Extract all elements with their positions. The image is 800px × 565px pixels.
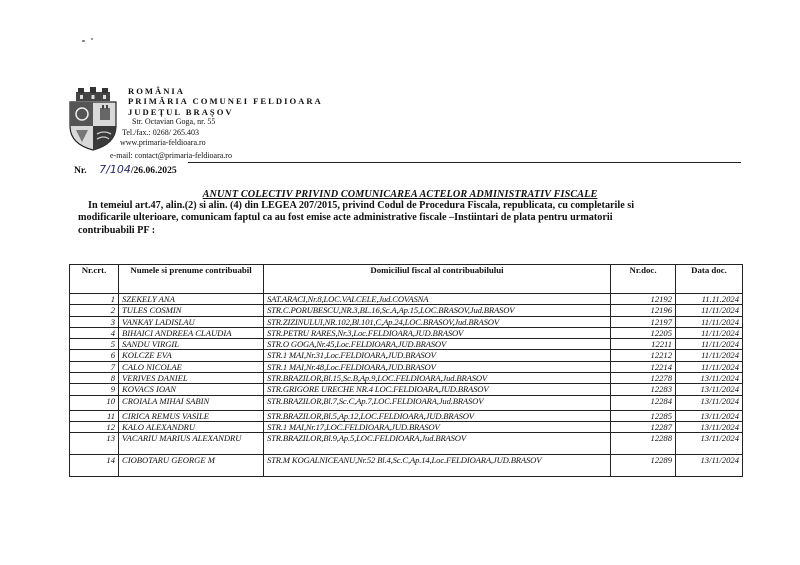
taxpayer-name: KALO ALEXANDRU xyxy=(119,421,264,432)
intro-paragraph xyxy=(78,200,758,237)
institution-name: PRIMĂRIA COMUNEI FELDIOARA xyxy=(128,96,323,107)
document-date: 11.11.2024 xyxy=(676,294,743,305)
postal-address: Str. Octavian Goga, nr. 55 xyxy=(132,117,216,127)
row-number: 7 xyxy=(70,361,119,372)
document-date: 11/11/2024 xyxy=(676,327,743,338)
taxpayer-name: VACARIU MARIUS ALEXANDRU xyxy=(119,433,264,455)
document-title: ANUNT COLECTIV PRIVIND COMUNICAREA ACTELOR ADMINISTRATIV FISCALE xyxy=(202,189,598,200)
document-number: 12211 xyxy=(611,339,676,350)
scan-speck xyxy=(91,38,93,40)
document-number: 12205 xyxy=(611,327,676,338)
country-name: ROMÂNIA xyxy=(128,86,185,96)
registration-date: /26.06.2025 xyxy=(130,165,177,176)
document-date: 13/11/2024 xyxy=(676,421,743,432)
row-number: 11 xyxy=(70,410,119,421)
document-date: 11/11/2024 xyxy=(676,350,743,361)
taxpayer-name: KOVACS IOAN xyxy=(119,384,264,395)
taxpayers-table xyxy=(69,264,743,477)
taxpayer-name: TULES COSMIN xyxy=(119,305,264,316)
column-header-name: Numele si prenume contribuabil xyxy=(119,265,264,294)
document-number: 12289 xyxy=(611,455,676,477)
table-row xyxy=(70,395,743,410)
document-date: 11/11/2024 xyxy=(676,305,743,316)
taxpayer-name: VANKAY LADISLAU xyxy=(119,316,264,327)
website-link[interactable]: www.primaria-feldioara.ro xyxy=(120,138,206,148)
header-divider xyxy=(188,162,741,163)
fiscal-address: STR.M KOGALNICEANU,Nr.52 Bl.4,Sc.C,Ap.14,Loc.FELDIOARA,JUD.BRASOV xyxy=(264,455,611,477)
taxpayer-name: CROIALA MIHAI SABIN xyxy=(119,395,264,410)
table-row xyxy=(70,316,743,327)
fiscal-address: STR.1 MAI,Nr.31,Loc.FELDIOARA,JUD.BRASOV xyxy=(264,350,611,361)
taxpayer-name: CIOBOTARU GEORGE M xyxy=(119,455,264,477)
document-number: 12278 xyxy=(611,373,676,384)
taxpayer-name: CIRICA REMUS VASILE xyxy=(119,410,264,421)
row-number: 10 xyxy=(70,395,119,410)
table-row xyxy=(70,305,743,316)
taxpayer-name: VERIVES DANIEL xyxy=(119,373,264,384)
document-date: 13/11/2024 xyxy=(676,373,743,384)
row-number: 13 xyxy=(70,433,119,455)
taxpayer-name: KOLCZE EVA xyxy=(119,350,264,361)
document-number: 12214 xyxy=(611,361,676,372)
table-row xyxy=(70,384,743,395)
document-date: 13/11/2024 xyxy=(676,455,743,477)
row-number: 8 xyxy=(70,373,119,384)
document-date: 13/11/2024 xyxy=(676,395,743,410)
row-number: 12 xyxy=(70,421,119,432)
row-number: 6 xyxy=(70,350,119,361)
document-date: 13/11/2024 xyxy=(676,384,743,395)
document-number: 12284 xyxy=(611,395,676,410)
row-number: 4 xyxy=(70,327,119,338)
registration-number xyxy=(74,163,177,176)
row-number: 14 xyxy=(70,455,119,477)
fiscal-address: STR.BRAZILOR,Bl.9,Ap.5,LOC.FELDIOARA,Jud.BRASOV xyxy=(264,433,611,455)
document-number: 12192 xyxy=(611,294,676,305)
table-header-row xyxy=(70,265,743,294)
taxpayer-name: CALO NICOLAE xyxy=(119,361,264,372)
document-number: 12212 xyxy=(611,350,676,361)
document-number: 12197 xyxy=(611,316,676,327)
fiscal-address: STR.BRAZILOR,Bl.15,Sc.B,Ap.9,LOC.FELDIOARA,Jud.BRASOV xyxy=(264,373,611,384)
table-row xyxy=(70,373,743,384)
table-row xyxy=(70,327,743,338)
column-header-address: Domiciliul fiscal al contribuabilului xyxy=(264,265,611,294)
table-row xyxy=(70,421,743,432)
document-date: 13/11/2024 xyxy=(676,433,743,455)
fiscal-address: SAT.ARACI,Nr.8,LOC.VALCELE,Jud.COVASNA xyxy=(264,294,611,305)
registration-label: Nr. xyxy=(74,165,87,176)
scan-speck xyxy=(82,40,85,42)
taxpayer-name: SZEKELY ANA xyxy=(119,294,264,305)
table-row xyxy=(70,339,743,350)
intro-line: In temeiul art.47, alin.(2) si alin. (4) din LEGEA 207/2015, privind Codul de Procedura Fiscala, republicata, cu completarile si xyxy=(88,200,635,211)
document-number: 12196 xyxy=(611,305,676,316)
table-row xyxy=(70,455,743,477)
document-date: 11/11/2024 xyxy=(676,339,743,350)
table-row xyxy=(70,294,743,305)
coat-of-arms-icon xyxy=(64,86,122,152)
document-number: 12283 xyxy=(611,384,676,395)
fiscal-address: STR.1 MAI,Nr.48,Loc.FELDIOARA,JUD.BRASOV xyxy=(264,361,611,372)
fiscal-address: STR.1 MAI,Nr.17,LOC.FELDIOARA,JUD.BRASOV xyxy=(264,421,611,432)
row-number: 9 xyxy=(70,384,119,395)
phone-fax: Tel./fax.: 0268/ 265.403 xyxy=(122,127,199,137)
handwritten-number: 7/104 xyxy=(99,163,131,176)
document-date: 13/11/2024 xyxy=(676,410,743,421)
row-number: 3 xyxy=(70,316,119,327)
institution-header xyxy=(120,86,323,148)
fiscal-address: STR.GRIGORE URECHE NR.4 LOC.FELDIOARA,JUD.BRASOV xyxy=(264,384,611,395)
document-number: 12288 xyxy=(611,433,676,455)
intro-line: contribuabili PF : xyxy=(78,224,156,236)
row-number: 1 xyxy=(70,294,119,305)
fiscal-address: STR.ZIZINULUI,NR.102,Bl.101,C,Ap.24,LOC.BRASOV,Jud.BRASOV xyxy=(264,316,611,327)
fiscal-address: STR.BRAZILOR,Bl.7,Sc.C,Ap.7,LOC.FELDIOARA,Jud.BRASOV xyxy=(264,395,611,410)
fiscal-address: STR.C.PORUBESCU,NR.3,BL.16,Sc.A,Ap.15,LOC.BRASOV,Jud.BRASOV xyxy=(264,305,611,316)
fiscal-address: STR.BRAZILOR,Bl.5,Ap.12,LOC.FELDIOARA,JUD.BRASOV xyxy=(264,410,611,421)
column-header-doc: Nr.doc. xyxy=(611,265,676,294)
intro-line: modificarile ulterioare, comunicam faptul ca au fost emise acte administrative fiscale –Instiintari de plata pentru urmatorii xyxy=(78,212,613,224)
table-row xyxy=(70,433,743,455)
fiscal-address: STR.PETRU RARES,Nr.3,Loc.FELDIOARA,JUD.BRASOV xyxy=(264,327,611,338)
document-date: 11/11/2024 xyxy=(676,361,743,372)
column-header-nr: Nr.crt. xyxy=(70,265,119,294)
column-header-date: Data doc. xyxy=(676,265,743,294)
row-number: 5 xyxy=(70,339,119,350)
email-link[interactable]: e-mail: contact@primaria-feldioara.ro xyxy=(110,151,232,160)
table-row xyxy=(70,361,743,372)
document-date: 11/11/2024 xyxy=(676,316,743,327)
table-row xyxy=(70,410,743,421)
taxpayer-name: SANDU VIRGIL xyxy=(119,339,264,350)
fiscal-address: STR.O GOGA,Nr.45,Loc.FELDIOARA,JUD.BRASOV xyxy=(264,339,611,350)
taxpayer-name: BIHAICI ANDREEA CLAUDIA xyxy=(119,327,264,338)
table-row xyxy=(70,350,743,361)
document-number: 12285 xyxy=(611,410,676,421)
county-name: JUDEȚUL BRAȘOV xyxy=(128,106,234,117)
row-number: 2 xyxy=(70,305,119,316)
document-number: 12287 xyxy=(611,421,676,432)
